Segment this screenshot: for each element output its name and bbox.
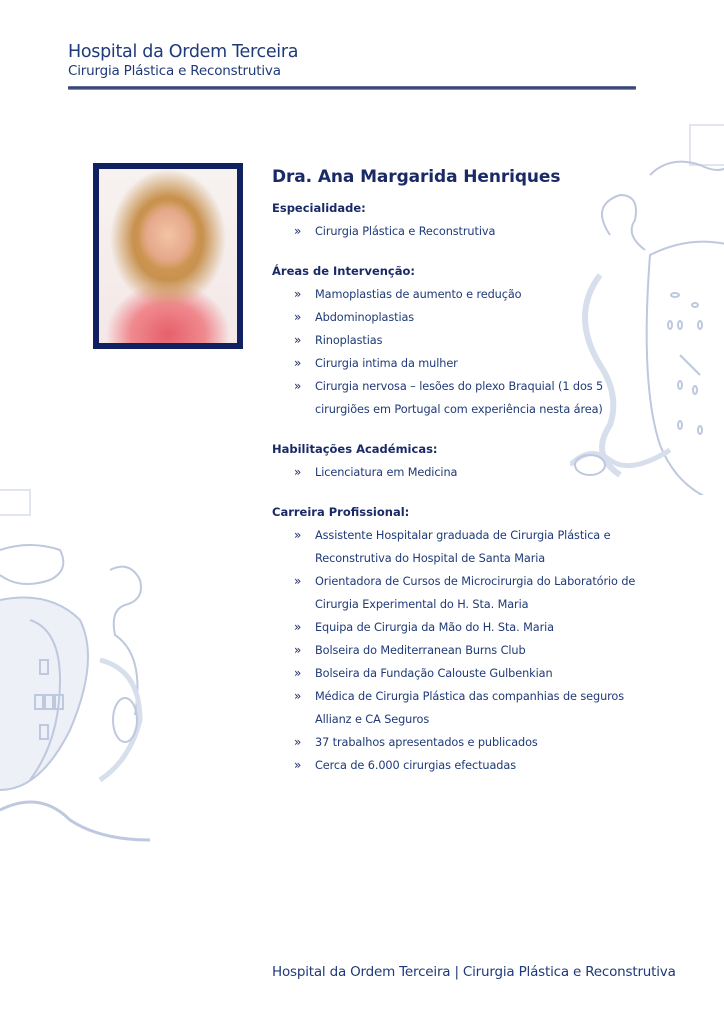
department-subtitle: Cirurgia Plástica e Reconstrutiva (68, 63, 281, 79)
section-habilitacoes (272, 441, 652, 484)
section-areas-intervencao (272, 263, 652, 421)
double-chevron-bullet-icon: » (294, 574, 302, 588)
list-item: » Mamoplastias de aumento e redução (272, 283, 652, 306)
double-chevron-bullet-icon: » (294, 758, 302, 772)
double-chevron-bullet-icon: » (294, 224, 302, 238)
profile-photo (99, 169, 237, 343)
list-item: » Cirurgia nervosa – lesões do plexo Braquial (1 dos 5 cirurgiões em Portugal com experiência nesta área) (272, 375, 652, 421)
section-list (272, 283, 652, 421)
list-item: » Licenciatura em Medicina (272, 461, 652, 484)
list-item: » Bolseira do Mediterranean Burns Club (272, 639, 652, 662)
profile-photo-frame (93, 163, 243, 349)
list-item: » 37 trabalhos apresentados e publicados (272, 731, 652, 754)
section-list (272, 220, 652, 243)
section-especialidade (272, 200, 652, 243)
section-list (272, 524, 652, 777)
section-title: Áreas de Intervenção: (272, 264, 416, 278)
double-chevron-bullet-icon: » (294, 689, 302, 703)
section-title: Habilitações Académicas: (272, 442, 438, 456)
list-item: » Bolseira da Fundação Calouste Gulbenkian (272, 662, 652, 685)
coat-of-arms-watermark-left-icon (0, 480, 170, 860)
double-chevron-bullet-icon: » (294, 310, 302, 324)
list-item: » Cerca de 6.000 cirurgias efectuadas (272, 754, 652, 777)
double-chevron-bullet-icon: » (294, 620, 302, 634)
page-footer: Hospital da Ordem Terceira | Cirurgia Plástica e Reconstrutiva (272, 964, 676, 980)
double-chevron-bullet-icon: » (294, 287, 302, 301)
list-item: » Orientadora de Cursos de Microcirurgia do Laboratório de Cirurgia Experimental do H. Sta. Maria (272, 570, 652, 616)
doctor-name: Dra. Ana Margarida Henriques (272, 167, 561, 187)
double-chevron-bullet-icon: » (294, 356, 302, 370)
double-chevron-bullet-icon: » (294, 333, 302, 347)
hospital-title: Hospital da Ordem Terceira (68, 42, 299, 62)
list-item: » Cirurgia intima da mulher (272, 352, 652, 375)
double-chevron-bullet-icon: » (294, 666, 302, 680)
section-title: Especialidade: (272, 201, 366, 215)
section-carreira (272, 504, 652, 777)
list-item: » Abdominoplastias (272, 306, 652, 329)
double-chevron-bullet-icon: » (294, 528, 302, 542)
page-header (68, 42, 298, 80)
list-item: » Assistente Hospitalar graduada de Cirurgia Plástica e Reconstrutiva do Hospital de Santa Maria (272, 524, 652, 570)
header-divider (68, 86, 636, 90)
list-item: » Rinoplastias (272, 329, 652, 352)
profile-content (272, 166, 652, 777)
section-list (272, 461, 652, 484)
double-chevron-bullet-icon: » (294, 379, 302, 393)
list-item: » Médica de Cirurgia Plástica das companhias de seguros Allianz e CA Seguros (272, 685, 652, 731)
section-title: Carreira Profissional: (272, 505, 410, 519)
list-item: » Cirurgia Plástica e Reconstrutiva (272, 220, 652, 243)
list-item: » Equipa de Cirurgia da Mão do H. Sta. Maria (272, 616, 652, 639)
double-chevron-bullet-icon: » (294, 735, 302, 749)
double-chevron-bullet-icon: » (294, 643, 302, 657)
double-chevron-bullet-icon: » (294, 465, 302, 479)
